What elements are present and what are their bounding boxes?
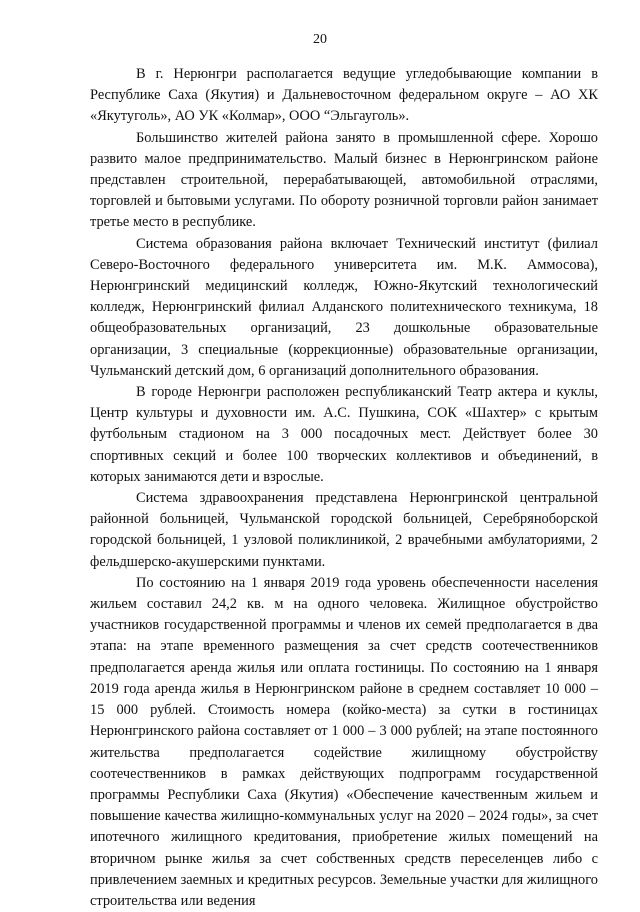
paragraph-coal-companies: В г. Нерюнгри располагается ведущие угледобывающие компании в Республике Саха (Якутия) и Дальневосточном федеральном округе – АО ХК «Якутуголь», АО УК «Колмар», ООО “Эльгауголь». (90, 66, 598, 125)
page-number: 20 (313, 32, 327, 47)
paragraph-culture: В городе Нерюнгри расположен республиканский Театр актера и куклы, Центр культуры и духовности им. А.С. Пушкина, СОК «Шахтер» с крытым футбольным стадионом на 3 000 посадочных мест. Действует более 30 спортивных секций и более 100 творческих коллективов и объединений, в которых занимаются дети и взрослые. (90, 384, 598, 485)
body-text (90, 64, 598, 912)
paragraph-economy: Большинство жителей района занято в промышленной сфере. Хорошо развито малое предпринимательство. Малый бизнес в Нерюнгринском районе представлен строительной, перерабатывающей, автомобильной отраслями, торговлей и бытовыми услугами. По обороту розничной торговли район занимает третье место в республике. (90, 129, 598, 231)
paragraph-education: Система образования района включает Технический институт (филиал Северо-Восточного федерального университета им. М.К. Аммосова), Нерюнгринский медицинский колледж, Южно-Якутский технологический колледж, Нерюнгринский филиал Алданского политехнического техникума, 18 общеобразовательных организаций, 23 дошкольные образовательные организации, 3 специальные (коррекционные) образовательные организации, Чульманский детский дом, 6 организаций дополнительного образования. (90, 235, 598, 379)
paragraph-housing: По состоянию на 1 января 2019 года уровень обеспеченности населения жильем составил 24,2 кв. м на одного человека. Жилищное обустройство участников государственной программы и членов их семей предполагается в два этапа: на этапе временного размещения за счет средств соотечественников предполагается аренда жилья или оплата гостиницы. По состоянию на 1 января 2019 года аренда жилья в Нерюнгринском районе в среднем составляет 10 000 – 15 000 рублей. Стоимость номера (койко-места) за сутки в гостиницах Нерюнгринского района составляет от 1 000 – 3 000 рублей; на этапе постоянного жительства предполагается содействие жилищному обустройству соотечественников в рамках действующих подпрограмм государственной программы Республики Саха (Якутия) «Обеспечение качественным жильем и повышение качества жилищно-коммунальных услуг на 2020 – 2024 годы», за счет ипотечного жилищного кредитования, приобретение жилых помещений на вторичном рынке жилья за счет собственных средств переселенцев либо с привлечением заемных и кредитных ресурсов. Земельные участки для жилищного строительства или ведения (90, 574, 598, 909)
paragraph-healthcare: Система здравоохранения представлена Нерюнгринской центральной районной больницей, Чульманской городской больницей, Серебряноборской городской больницей, 1 узловой поликлиникой, 2 врачебными амбулаториями, 2 фельдшерско-акушерскими пунктами. (90, 490, 598, 570)
